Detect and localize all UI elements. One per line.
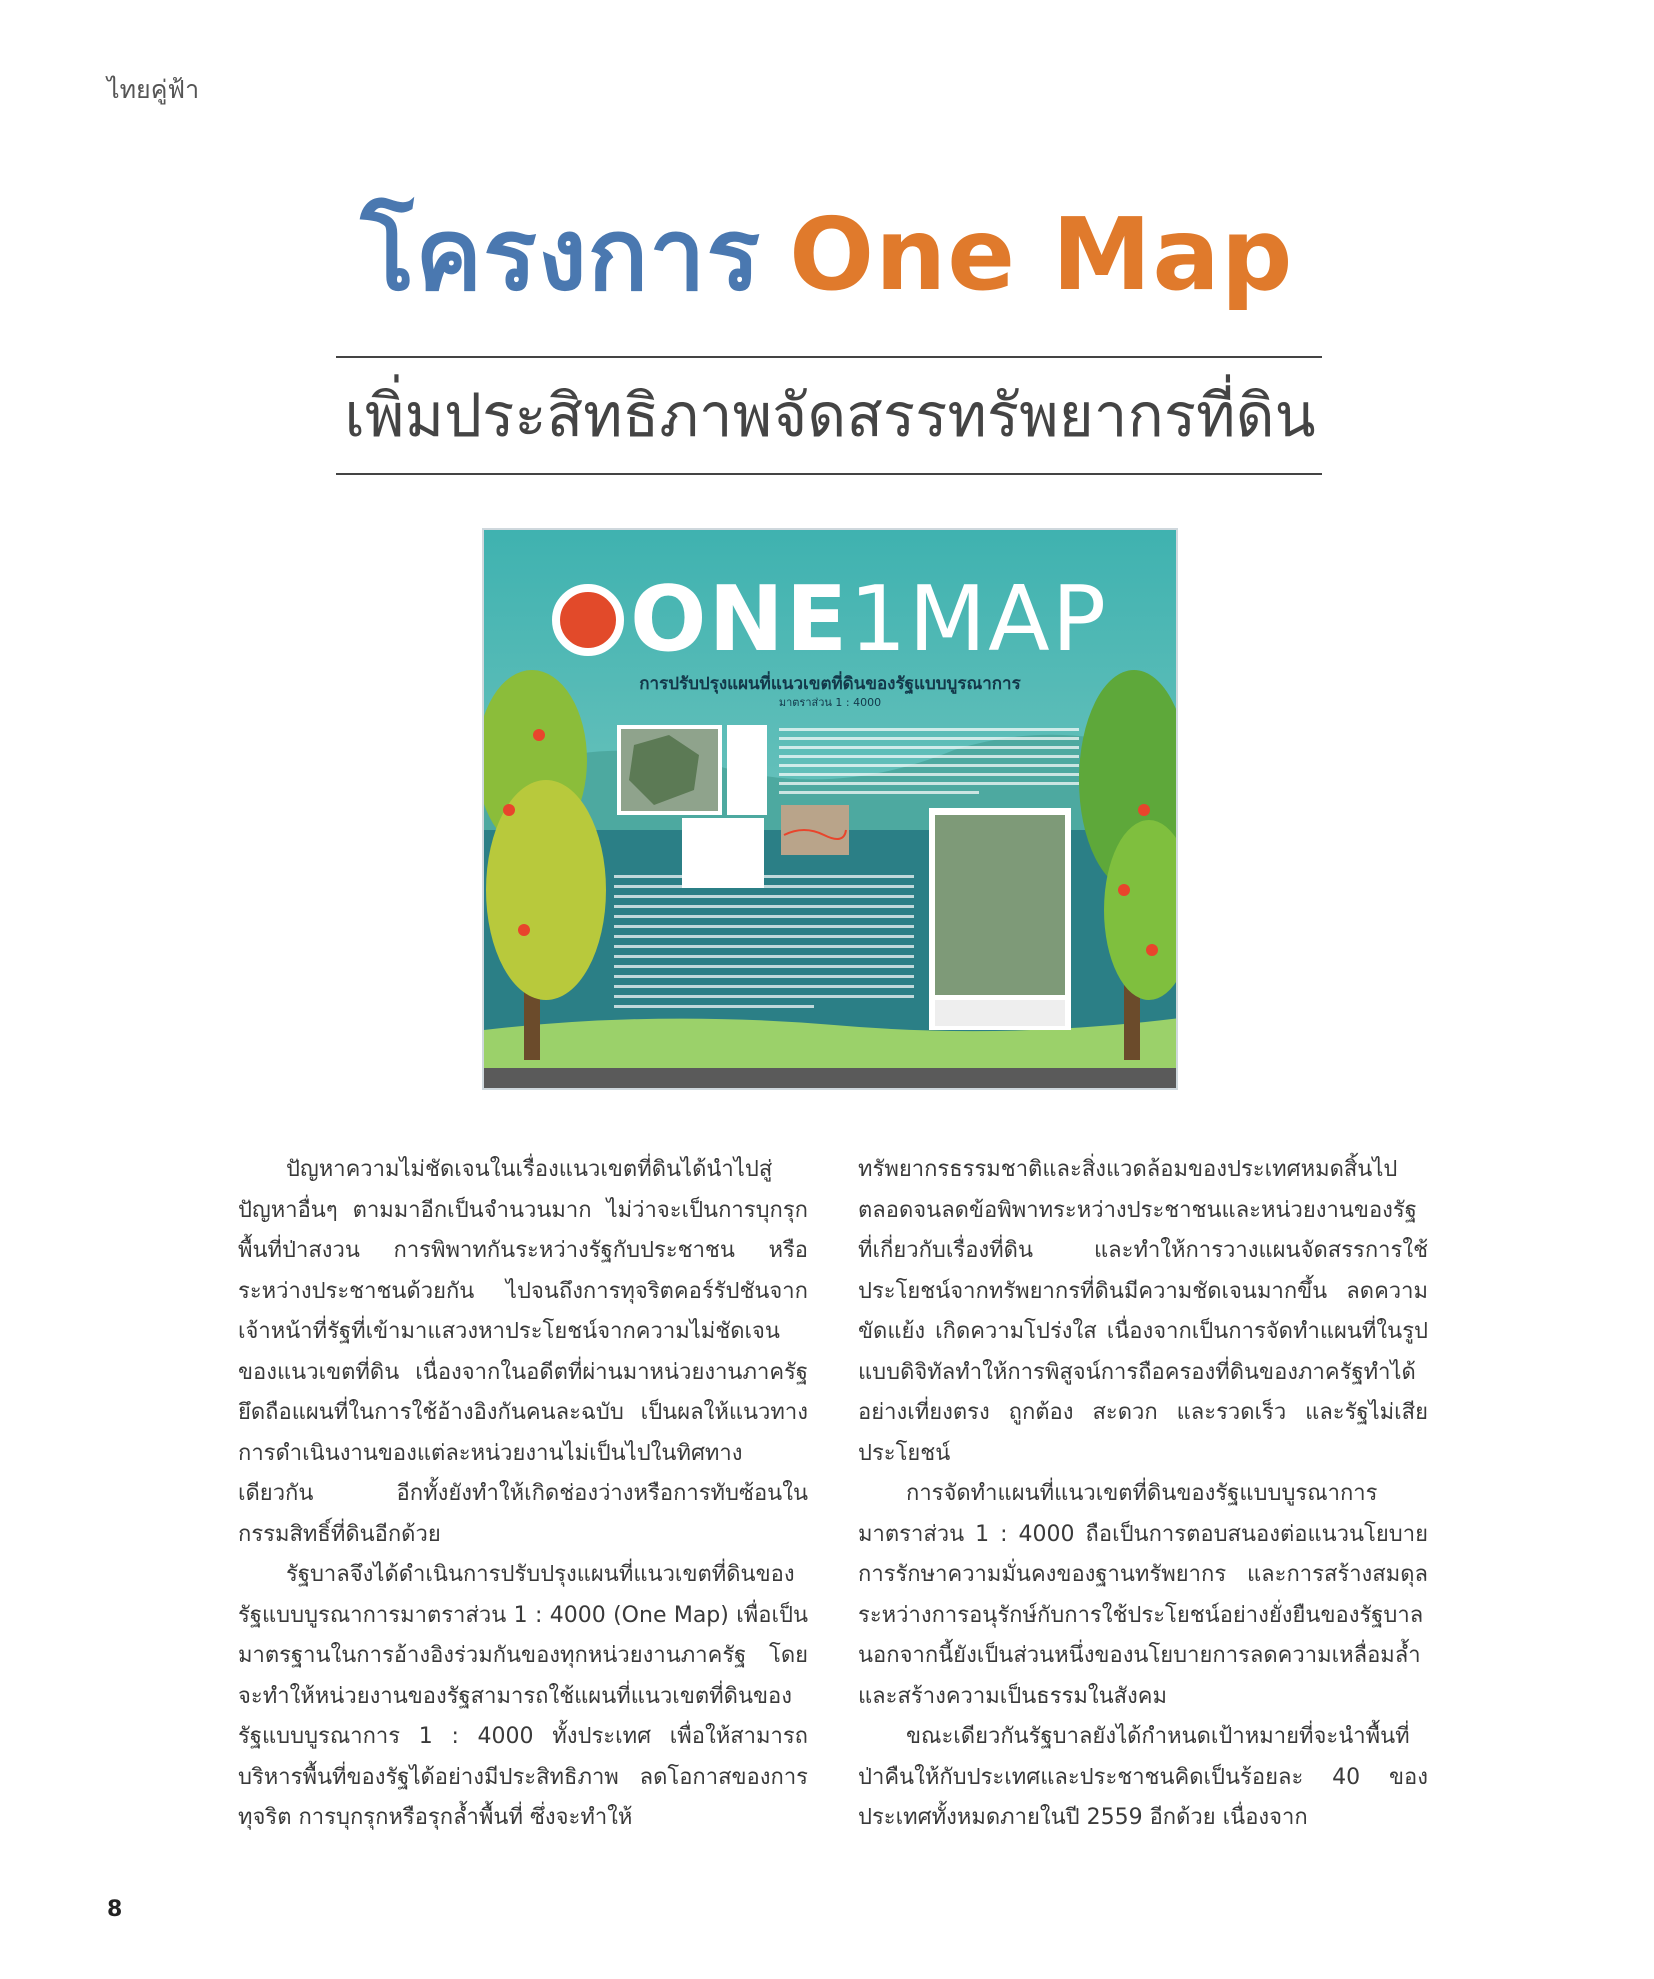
title-part-onemap: One Map bbox=[789, 196, 1294, 313]
poster-logo-one: ONE bbox=[629, 567, 850, 672]
poster-scale: มาตราส่วน 1 : 4000 bbox=[778, 696, 882, 709]
poster-logo-dot bbox=[552, 584, 624, 656]
poster-logo-number: 1 bbox=[849, 567, 909, 672]
poster-logo-map: MAP bbox=[908, 567, 1109, 672]
poster-road bbox=[484, 1068, 1178, 1090]
page-subtitle: เพิ่มประสิทธิภาพจัดสรรทรัพยากรที่ดิน bbox=[344, 381, 1316, 451]
poster-satellite-map bbox=[929, 808, 1071, 1030]
poster-logo bbox=[484, 567, 1176, 672]
page-number: 8 bbox=[107, 1897, 123, 1922]
paragraph: ปัญหาความไม่ชัดเจนในเรื่องแนวเขตที่ดินได้นำไปสู่ปัญหาอื่นๆ ตามมาอีกเป็นจำนวนมาก ไม่ว่าจะเป็นการบุกรุกพื้นที่ป่าสงวน การพิพาทกันระหว่างรัฐกับประชาชน หรือระหว่างประชาชนด้วยกัน ไปจนถึงการทุจริตคอร์รัปชันจากเจ้าหน้าที่รัฐที่เข้ามาแสวงหาประโยชน์จากความไม่ชัดเจนของแนวเขตที่ดิน เนื่องจากในอดีตที่ผ่านมาหน่วยงานภาครัฐยึดถือแผนที่ในการใช้อ้างอิงกันคนละฉบับ เป็นผลให้แนวทางการดำเนินงานของแต่ละหน่วยงานไม่เป็นไปในทิศทางเดียวกัน อีกทั้งยังทำให้เกิดช่องว่างหรือการทับซ้อนในกรรมสิทธิ์ที่ดินอีกด้วย bbox=[238, 1157, 808, 1547]
onemap-poster-image bbox=[482, 528, 1178, 1090]
title-part-thai: โครงการ bbox=[360, 196, 762, 313]
poster-subtitle: การปรับปรุงแผนที่แนวเขตที่ดินของรัฐแบบบูรณาการ bbox=[639, 674, 1021, 694]
page-title bbox=[0, 196, 1654, 313]
paragraph: ขณะเดียวกันรัฐบาลยังได้กำหนดเป้าหมายที่จะนำพื้นที่ป่าคืนให้กับประเทศและประชาชนคิดเป็นร้อยละ 40 ของประเทศทั้งหมดภายในปี 2559 อีกด้วย เนื่องจาก bbox=[858, 1724, 1428, 1830]
poster-map-thumbnail-3 bbox=[781, 805, 849, 855]
paragraph: รัฐบาลจึงได้ดำเนินการปรับปรุงแผนที่แนวเขตที่ดินของรัฐแบบบูรณาการมาตราส่วน 1 : 4000 (One Map) เพื่อเป็นมาตรฐานในการอ้างอิงร่วมกันของทุกหน่วยงานภาครัฐ โดยจะทำให้หน่วยงานของรัฐสามารถใช้แผนที่แนวเขตที่ดินของรัฐแบบบูรณาการ 1 : 4000 ทั้งประเทศ เพื่อให้สามารถบริหารพื้นที่ของรัฐได้อย่างมีประสิทธิภาพ ลดโอกาสของการทุจริต การบุกรุกหรือรุกล้ำพื้นที่ ซึ่งจะทำให้ bbox=[238, 1562, 808, 1830]
title-rule-bottom bbox=[336, 473, 1322, 475]
poster-legend-card bbox=[727, 725, 767, 815]
body-column-left bbox=[238, 1150, 808, 1839]
body-column-right bbox=[858, 1150, 1428, 1839]
title-rule-top bbox=[336, 356, 1322, 358]
paragraph: การจัดทำแผนที่แนวเขตที่ดินของรัฐแบบบูรณาการมาตราส่วน 1 : 4000 ถือเป็นการตอบสนองต่อแนวนโยบายการรักษาความมั่นคงของฐานทรัพยากร และการสร้างสมดุลระหว่างการอนุรักษ์กับการใช้ประโยชน์อย่างยั่งยืนของรัฐบาล นอกจากนี้ยังเป็นส่วนหนึ่งของนโยบายการลดความเหลื่อมล้ำและสร้างความเป็นธรรมในสังคม bbox=[858, 1481, 1428, 1709]
poster-map-thumbnail-1 bbox=[617, 725, 722, 815]
running-head: ไทยคู่ฟ้า bbox=[107, 75, 200, 104]
paragraph-continuation: ทรัพยากรธรรมชาติและสิ่งแวดล้อมของประเทศหมดสิ้นไป ตลอดจนลดข้อพิพาทระหว่างประชาชนและหน่วยงานของรัฐที่เกี่ยวกับเรื่องที่ดิน และทำให้การวางแผนจัดสรรการใช้ประโยชน์จากทรัพยากรที่ดินมีความชัดเจนมากขึ้น ลดความขัดแย้ง เกิดความโปร่งใส เนื่องจากเป็นการจัดทำแผนที่ในรูปแบบดิจิทัลทำให้การพิสูจน์การถือครองที่ดินของภาครัฐทำได้อย่างเที่ยงตรง ถูกต้อง สะดวก และรวดเร็ว และรัฐไม่เสียประโยชน์ bbox=[858, 1157, 1428, 1466]
